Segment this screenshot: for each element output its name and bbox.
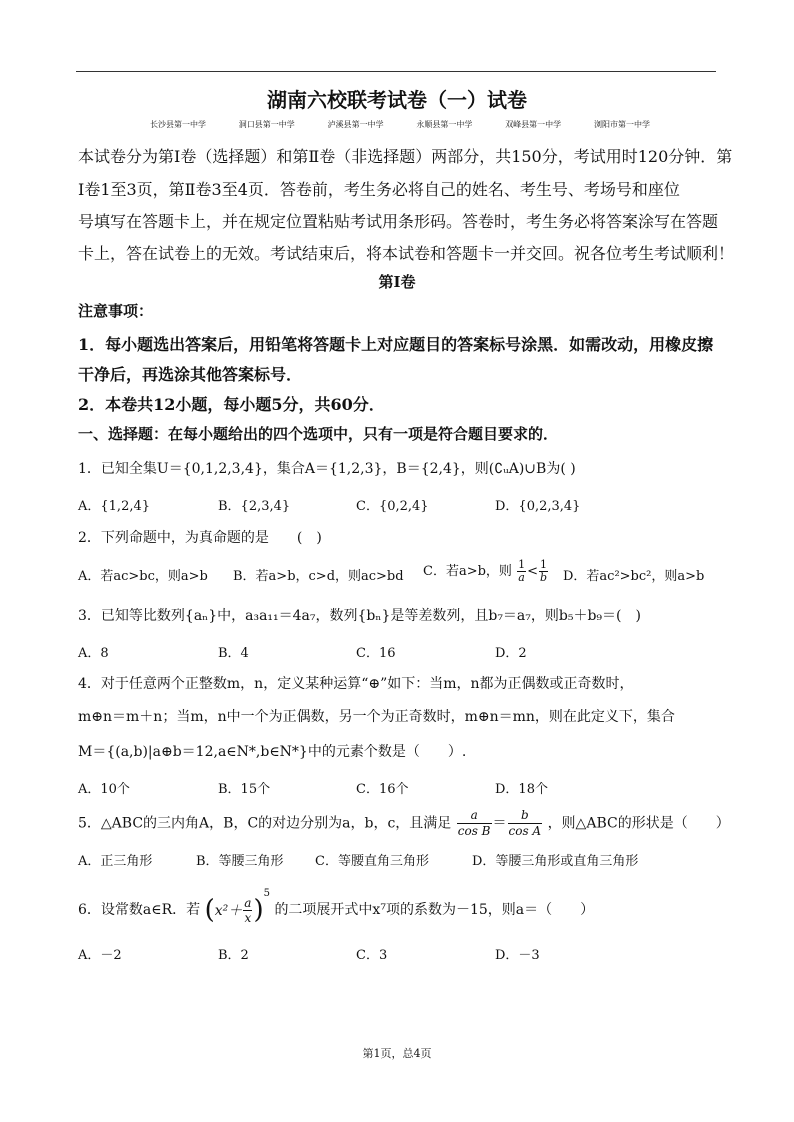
question-6-stem-pre: 6．设常数a∈R．若 <box>78 902 201 918</box>
option-b: B．等腰三角形 <box>196 854 284 869</box>
intro-line: 本试卷分为第Ⅰ卷（选择题）和第Ⅱ卷（非选择题）两部分，共150分，考试用时120分钟．第 <box>78 147 733 166</box>
fraction <box>508 808 543 839</box>
option-d: D．－3 <box>495 948 540 963</box>
notice-line: 1．每小题选出答案后，用铅笔将答题卡上对应题目的答案标号涂黑．如需改动，用橡皮擦 <box>78 335 714 354</box>
question-5-stem-pre: 5．△ABC的三内角A，B，C的对边分别为a，b，c，且满足 <box>78 815 452 832</box>
intro-line: 号填写在答题卡上，并在规定位置粘贴考试用条形码。答卷时，考生务必将答案涂写在答题 <box>78 212 719 231</box>
question-6-stem <box>78 888 594 925</box>
option-b: B．若a>b，c>d，则ac>bd <box>233 569 404 584</box>
option-a: A．10个 <box>78 782 130 797</box>
notice-line: 干净后，再选涂其他答案标号． <box>78 365 303 384</box>
intro-line: Ⅰ卷1至3页，第Ⅱ卷3至4页．答卷前，考生务必将自己的姓名、考生号、考场号和座位 <box>78 180 680 199</box>
equals-sign: ＝ <box>492 815 507 832</box>
page-footer: 第1页，总4页 <box>362 1047 432 1060</box>
option-c: C．16 <box>356 646 396 661</box>
school-name: 洞口县第一中学 <box>238 120 295 129</box>
fraction-numerator: a <box>457 808 492 824</box>
header-rule <box>76 71 716 72</box>
school-name: 长沙县第一中学 <box>150 120 206 129</box>
option-c: C．16个 <box>356 782 409 797</box>
option-c: C．3 <box>356 948 388 963</box>
option-d: D．2 <box>495 646 527 661</box>
right-paren: ) <box>253 895 264 925</box>
option-c <box>423 559 549 584</box>
option-c: C．等腰直角三角形 <box>315 854 429 869</box>
left-paren: ( <box>204 895 215 925</box>
option-a: A．若ac>bc，则a>b <box>78 569 208 584</box>
notice-line: 2．本卷共12小题，每小题5分，共60分． <box>78 395 385 414</box>
school-name: 浏阳市第一中学 <box>593 120 650 129</box>
part-heading: 一、选择题：在每小题给出的四个选项中，只有一项是符合题目要求的． <box>78 425 559 443</box>
intro-line: 卡上，答在试卷上的无效。考试结束后，将本试卷和答题卡一并交回。祝各位考生考试顺利！ <box>78 244 735 263</box>
option-a: A．{1,2,4} <box>78 499 151 514</box>
school-name: 永顺县第一中学 <box>416 120 473 129</box>
exam-title: 湖南六校联考试卷（一）试卷 <box>267 88 527 112</box>
fraction-denominator: a <box>518 571 525 584</box>
question-3-stem: 3．已知等比数列{aₙ}中，a₃a₁₁＝4a₇，数列{bₙ}是等差数列，且b₇＝a₇，则b₅＋b₉＝( ) <box>78 608 641 624</box>
binomial-base: x²＋ <box>214 903 243 919</box>
question-5-stem-post: ，则△ABC的形状是（ ） <box>547 815 730 832</box>
fraction-denominator: cos A <box>508 824 542 838</box>
fraction-numerator: 1 <box>518 558 526 571</box>
question-2-stem: 2．下列命题中，为真命题的是 ( ) <box>78 530 322 546</box>
question-4-stem-line: 4．对于任意两个正整数m，n，定义某种运算“⊕”如下：当m，n都为正偶数或正奇数时， <box>78 676 634 692</box>
school-name: 双峰县第一中学 <box>505 120 562 129</box>
option-b: B．2 <box>218 948 249 963</box>
option-d: D．若ac²>bc²，则a>b <box>563 569 705 584</box>
option-b: B．4 <box>218 646 249 661</box>
question-1-stem: 1．已知全集U＝{0,1,2,3,4}，集合A＝{1,2,3}，B＝{2,4}，则(∁ᵤA)∪B为( ) <box>78 461 576 477</box>
fraction-denominator: cos B <box>457 824 491 838</box>
fraction <box>457 808 492 839</box>
question-5-stem <box>78 808 730 839</box>
exponent: 5 <box>263 888 270 899</box>
fraction-denominator: b <box>539 571 548 584</box>
option-b: B．15个 <box>218 782 271 797</box>
option-c: C．{0,2,4} <box>356 499 429 514</box>
fraction-numerator: b <box>508 808 543 824</box>
option-d: D．等腰三角形或直角三角形 <box>472 854 639 869</box>
question-6-stem-post: 的二项展开式中x⁷项的系数为－15，则a＝（ ） <box>274 902 595 918</box>
option-a: A．8 <box>78 646 109 661</box>
option-a: A．正三角形 <box>78 854 153 869</box>
school-list <box>150 119 650 130</box>
notice-heading: 注意事项： <box>78 302 154 320</box>
option-d: D．{0,2,3,4} <box>495 499 581 514</box>
option-d: D．18个 <box>495 782 548 797</box>
relation-sign: < <box>527 564 538 579</box>
fraction-numerator: 1 <box>539 558 547 571</box>
question-4-stem-line: M＝{(a,b)|a⊕b＝12,a∈N*,b∈N*}中的元素个数是（ ）. <box>78 744 467 760</box>
question-4-stem-line: m⊕n＝m＋n；当m，n中一个为正偶数，另一个为正奇数时，m⊕n＝mn，则在此定义下，集合 <box>78 709 675 725</box>
option-b: B．{2,3,4} <box>218 499 291 514</box>
fraction <box>539 559 548 584</box>
option-c-text: C．若a>b，则 <box>423 564 512 579</box>
fraction <box>243 896 252 925</box>
section-title: 第Ⅰ卷 <box>378 273 416 291</box>
fraction <box>517 559 526 584</box>
fraction-numerator: a <box>244 895 252 910</box>
option-a: A．－2 <box>78 948 122 963</box>
fraction-denominator: x <box>244 910 252 925</box>
school-name: 泸溪县第一中学 <box>327 120 384 129</box>
